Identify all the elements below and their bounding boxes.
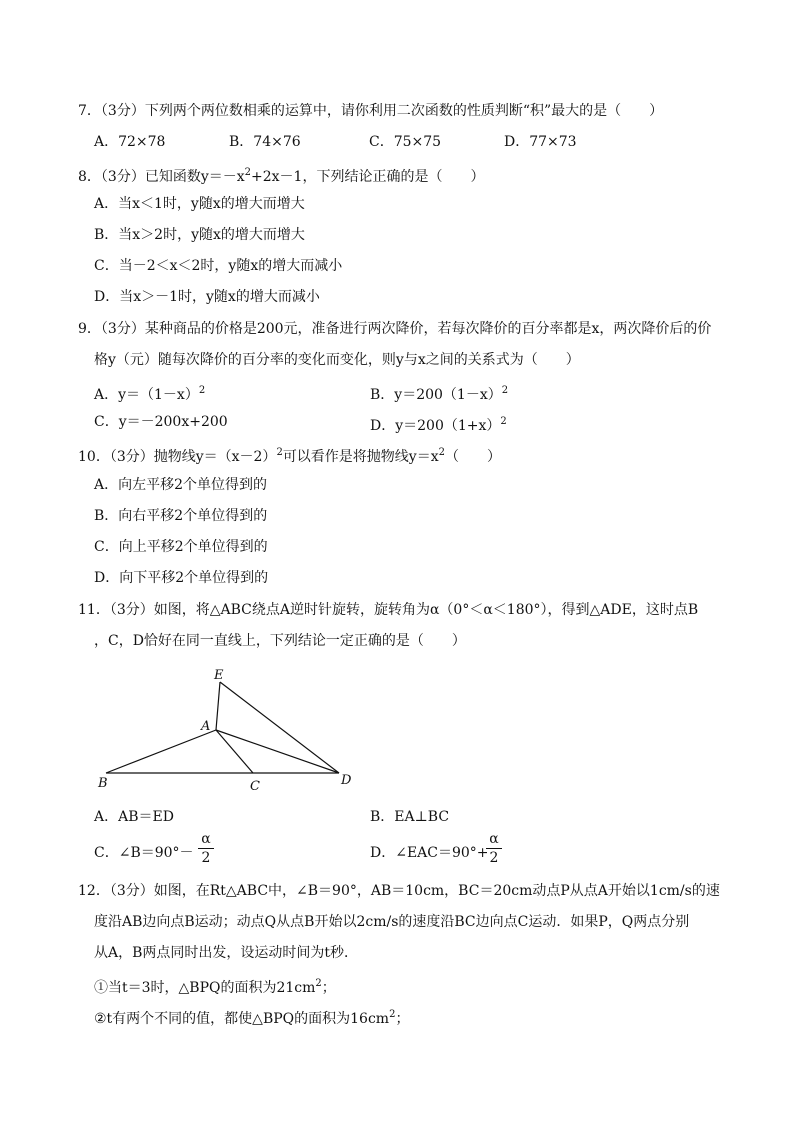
q9-option-c — [94, 412, 228, 432]
fraction-denominator: 2 — [489, 850, 499, 866]
fraction-bar — [486, 848, 502, 849]
q8-option-d: D．当x＞－1时，y随x的增大而减小 — [94, 289, 320, 305]
q12-item-2 — [94, 1005, 409, 1029]
q9-option-b — [370, 381, 508, 405]
label-a: A — [201, 719, 211, 734]
q12-item-2-b: ； — [395, 1011, 410, 1027]
q10-option-b: B．向右平移2个单位得到的 — [94, 508, 268, 524]
q10-option-a: A．向左平移2个单位得到的 — [94, 477, 268, 493]
q8-stem-sup: 2 — [244, 167, 251, 178]
figure-lines — [106, 682, 339, 773]
q7-option-a: A．72×78 — [94, 134, 166, 150]
q8-stem-a: 8．（3分）已知函数y＝－x — [78, 169, 245, 185]
label-c: C — [250, 779, 260, 794]
q9-option-d-text: D．y＝200（1+x） — [370, 418, 501, 434]
q7-option-b: B．74×76 — [229, 134, 301, 150]
q9-option-a — [94, 381, 205, 405]
q10-option-c: C．向上平移2个单位得到的 — [94, 539, 268, 555]
fraction-denominator: 2 — [201, 850, 211, 866]
q9-option-b-sup: 2 — [501, 385, 509, 396]
q12-stem-line1: 12．（3分）如图，在Rt△ABC中，∠B＝90°，AB＝10cm，BC＝20cm动点P从点A开始以1cm/s的速 — [78, 883, 720, 899]
q11-option-a: A．AB＝ED — [94, 809, 174, 825]
q10-stem-sup2: 2 — [438, 447, 445, 458]
q11-option-c: C．∠B＝90°－ — [94, 845, 194, 861]
q11-stem-line2: ，C，D恰好在同一直线上，下列结论一定正确的是（ ） — [94, 633, 466, 649]
label-b: B — [98, 776, 108, 791]
q12-item-2-sup: 2 — [389, 1009, 396, 1020]
q8-option-c: C．当－2＜x＜2时，y随x的增大而减小 — [94, 258, 343, 274]
segment-ba — [106, 730, 216, 773]
q8-stem-b: +2x－1，下列结论正确的是（ ） — [251, 169, 485, 185]
q11-option-c-fraction — [198, 831, 214, 866]
q10-option-d: D．向下平移2个单位得到的 — [94, 570, 269, 586]
q10-stem-b: 可以看作是将抛物线y＝x — [282, 449, 439, 465]
q11-stem-line1: 11．（3分）如图，将△ABC绕点A逆时针旋转，旋转角为α（0°＜α＜180°），得到△ADE，这时点B — [78, 602, 699, 618]
q9-option-d — [370, 412, 507, 436]
segment-ae — [216, 682, 220, 730]
q10-stem-a: 10．（3分）抛物线y＝（x－2） — [78, 449, 277, 465]
q9-option-a-text: A．y＝（1－x） — [94, 387, 199, 403]
q12-item-1-a: ①当t＝3时，△BPQ的面积为21cm — [94, 980, 316, 996]
q10-stem-sup1: 2 — [276, 447, 283, 458]
q9-stem-line1: 9．（3分）某种商品的价格是200元，准备进行两次降价，若每次降价的百分率都是x，两次降价后的价 — [78, 321, 712, 337]
q8-option-a: A．当x＜1时，y随x的增大而增大 — [94, 196, 305, 212]
q10-stem — [78, 443, 501, 467]
q8-option-b: B．当x＞2时，y随x的增大而增大 — [94, 227, 305, 243]
q7-option-d: D．77×73 — [504, 134, 577, 150]
label-d: D — [341, 773, 352, 788]
q9-stem-line2: 格y（元）随每次降价的百分率的变化而变化，则y与x之间的关系式为（ ） — [94, 352, 580, 368]
q12-stem-line3: 从A，B两点同时出发，设运动时间为t秒． — [94, 945, 359, 961]
q11-option-d-fraction — [486, 831, 502, 866]
q9-option-a-sup: 2 — [198, 385, 206, 396]
q9-option-c-text: C．y＝－200x+200 — [94, 414, 228, 430]
q12-item-1-b: ； — [321, 980, 336, 996]
q10-stem-c: （ ） — [445, 449, 501, 465]
fraction-bar — [198, 848, 214, 849]
q9-option-b-text: B．y＝200（1－x） — [370, 387, 502, 403]
q11-option-b: B．EA⊥BC — [370, 809, 450, 825]
segment-ed — [220, 682, 339, 773]
q9-option-d-sup: 2 — [500, 416, 507, 427]
fraction-numerator: α — [201, 831, 211, 847]
label-e: E — [214, 668, 224, 683]
fraction-numerator: α — [489, 831, 499, 847]
q7-stem: 7．（3分）下列两个两位数相乘的运算中，请你利用二次函数的性质判断“积”最大的是（ ） — [78, 103, 664, 119]
q7-option-c: C．75×75 — [369, 134, 442, 150]
q12-stem-line2: 度沿AB边向点B运动；动点Q从点B开始以2cm/s的速度沿BC边向点C运动．如果P，Q两点分别 — [94, 914, 690, 930]
q11-option-d: D．∠EAC＝90°+ — [370, 845, 489, 861]
q11-figure — [90, 662, 370, 798]
q12-item-1-sup: 2 — [315, 978, 322, 989]
q12-item-1 — [94, 974, 336, 998]
q8-stem — [78, 163, 484, 187]
q12-item-2-a: ②t有两个不同的值，都使△BPQ的面积为16cm — [94, 1011, 390, 1027]
